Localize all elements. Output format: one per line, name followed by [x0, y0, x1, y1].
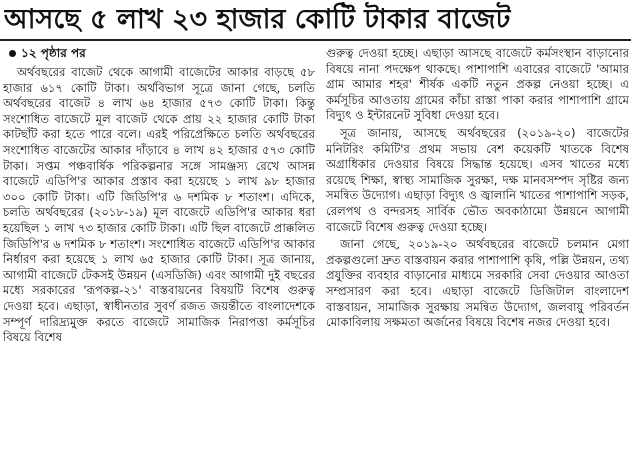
- article-column-left: [3, 46, 315, 348]
- paragraph: গুরুত্ব দেওয়া হচ্ছে। এছাড়া আসছে বাজেটে কর্মসংস্থান বাড়ানোর বিষয়ে নানা পদক্ষেপ থাকছে। পাশাপাশি এবারের বাজেটে 'আমার গ্রাম আমার শহর' শীর্ষক একটি নতুন প্রকল্প নেওয়া হচ্ছে। এ কর্মসূচির আওতায় গ্রামের কাঁচা রাস্তা পাকা করার পাশাপাশি গ্রামে বিদ্যুৎ ও ইন্টারনেট সুবিধা দেওয়া হবে।: [326, 46, 629, 123]
- paragraph: জানা গেছে, ২০১৯-২০ অর্থবছরের বাজেটে চলমান মেগা প্রকল্পগুলো দ্রুত বাস্তবায়ন করার পাশাপাশি কৃষি, পল্লি উন্নয়ন, তথ্য প্রযুক্তির ব্যবহার বাড়ানোর মাধ্যমে সরকারি সেবা দেওয়ার আওতা সম্প্রসারণ করা হবে। এছাড়া বাজেটে ডিজিটাল বাংলাদেশ বাস্তবায়ন, সামাজিক সুরক্ষায় সমন্বিত উদ্যোগ, জলবায়ু পরিবর্তন মোকাবিলায় সক্ষমতা অর্জনের বিষয়ে বিশেষ নজর দেওয়া হবে।: [326, 237, 629, 330]
- continuation-marker: [9, 46, 315, 61]
- headline: আসছে ৫ লাখ ২৩ হাজার কোটি টাকার বাজেট: [4, 4, 511, 35]
- continuation-label: ১২ পৃষ্ঠার পর: [21, 46, 86, 60]
- article-column-right: [326, 46, 629, 333]
- bullet-icon: [9, 50, 16, 57]
- paragraph: অর্থবছরের বাজেট থেকে আগামী বাজেটের আকার বাড়ছে ৫৮ হাজার ৬১৭ কোটি টাকা। অর্থবিভাগ সূত্রে জানা গেছে, চলতি অর্থবছরের বাজেট ৪ লাখ ৬৪ হাজার ৫৭৩ কোটি টাকা। কিন্তু সংশোধিত বাজেটে মূল বাজেট থেকে প্রায় ২২ হাজার কোটি টাকা কাটছাঁট করা হতে পারে বলে। এরই পরিপ্রেক্ষিতে চলতি অর্থবছরের সংশোধিত বাজেটের আকার দাঁড়াবে ৪ লাখ ৪২ হাজার ৫৭৩ কোটি টাকা। সপ্তম পঞ্চবার্ষিক পরিকল্পনার সঙ্গে সামঞ্জস্য রেখে আসন্ন বাজেটে এডিপি'র আকার প্রস্তাব করা হয়েছে ১ লাখ ৯৮ হাজার ৩০০ কোটি টাকা। এটি জিডিপি'র ৬ দশমিক ৮ শতাংশ। এদিকে, চলতি অর্থবছরের (২০১৮-১৯) মূল বাজেটে এডিপি'র আকার ধরা হয়েছিল ১ লাখ ৭৩ হাজার কোটি টাকা। এটি ছিল বাজেটে প্রাক্কলিত জিডিপি'র ৬ দশমিক ৮ শতাংশ। সংশোধিত বাজেটে এডিপি'র আকার নির্ধারণ করা হয়েছে ১ লাখ ৬৫ হাজার কোটি টাকা। সূত্র জানায়, আগামী বাজেটে টেকসই উন্নয়ন (এসডিজি) এবং আগামী দুই বছরের মধ্যে সরকারের 'রূপকল্প-২১' বাস্তবায়নের বিষয়টি বিশেষ গুরুত্ব দেওয়া হবে। এছাড়া, স্বাধীনতার সুবর্ণ রজত জয়ন্তীতে বাংলাদেশকে সম্পূর্ণ দারিদ্র্যমুক্ত করতে বাজেটে সামাজিক নিরাপত্তা কর্মসূচির বিষয়ে বিশেষ: [3, 65, 315, 345]
- paragraph: সূত্র জানায়, আসছে অর্থবছরের (২০১৯-২০) বাজেটের মনিটরিং কমিটি'র প্রথম সভায় বেশ কয়েকটি খাতকে বিশেষ অগ্রাধিকার দেওয়ার বিষয়ে সিদ্ধান্ত হয়েছে। এসব খাতের মধ্যে রয়েছে শিক্ষা, স্বাস্থ্য সামাজিক সুরক্ষা, দক্ষ মানবসম্পদ সৃষ্টির জন্য সমন্বিত উদ্যোগ। এছাড়া বিদ্যুৎ ও জ্বালানি খাতের পাশাপাশি সড়ক, রেলপথ ও বন্দরসহ সার্বিক ভৌত অবকাঠামো উন্নয়নে আগামী বাজেটে বিশেষ গুরুত্ব দেওয়া হচ্ছে।: [326, 125, 629, 234]
- headline-rule: [0, 39, 631, 41]
